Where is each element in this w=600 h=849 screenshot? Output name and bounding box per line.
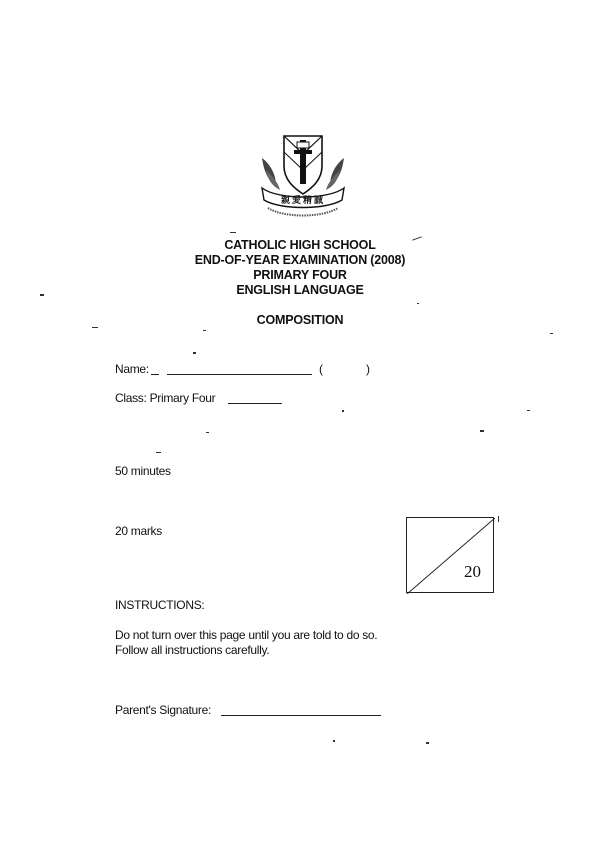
exam-title: END-OF-YEAR EXAMINATION (2008) bbox=[194, 253, 406, 267]
scan-speck bbox=[92, 327, 98, 328]
scan-speck bbox=[40, 294, 44, 296]
instruction-line-2: Follow all instructions carefully. bbox=[115, 643, 270, 657]
duration-text: 50 minutes bbox=[115, 464, 171, 478]
scan-speck bbox=[156, 452, 161, 453]
class-field[interactable] bbox=[228, 403, 282, 404]
school-crest-icon bbox=[254, 130, 352, 220]
scan-speck bbox=[480, 430, 484, 432]
score-total: 20 bbox=[464, 562, 481, 581]
score-box bbox=[406, 517, 494, 593]
instructions-heading: INSTRUCTIONS: bbox=[115, 598, 205, 612]
register-open-paren: ( bbox=[319, 362, 323, 376]
subject-title: ENGLISH LANGUAGE bbox=[236, 283, 364, 297]
scan-speck bbox=[203, 330, 206, 331]
marks-text: 20 marks bbox=[115, 524, 162, 538]
svg-text:親愛精誠: 親愛精誠 bbox=[280, 196, 326, 206]
name-field[interactable] bbox=[167, 374, 312, 375]
scan-speck bbox=[206, 432, 209, 433]
level-title: PRIMARY FOUR bbox=[253, 268, 347, 282]
scan-speck bbox=[342, 410, 344, 412]
name-line-short bbox=[151, 374, 159, 375]
scan-speck bbox=[527, 410, 530, 411]
class-label: Class: Primary Four bbox=[115, 391, 216, 405]
name-label: Name: bbox=[115, 362, 149, 376]
instruction-line-1: Do not turn over this page until you are told to do so. bbox=[115, 628, 378, 642]
scan-speck bbox=[333, 740, 335, 742]
scan-speck bbox=[498, 516, 499, 522]
paper-title: COMPOSITION bbox=[256, 313, 344, 327]
scan-speck bbox=[193, 352, 196, 354]
signature-label: Parent's Signature: bbox=[115, 703, 211, 717]
scan-speck bbox=[550, 333, 553, 334]
scan-speck bbox=[426, 742, 429, 744]
school-name: CATHOLIC HIGH SCHOOL bbox=[224, 238, 376, 252]
register-close-paren: ) bbox=[366, 362, 370, 376]
signature-field[interactable] bbox=[221, 715, 381, 716]
scan-speck bbox=[417, 303, 419, 304]
scan-speck bbox=[230, 232, 236, 233]
